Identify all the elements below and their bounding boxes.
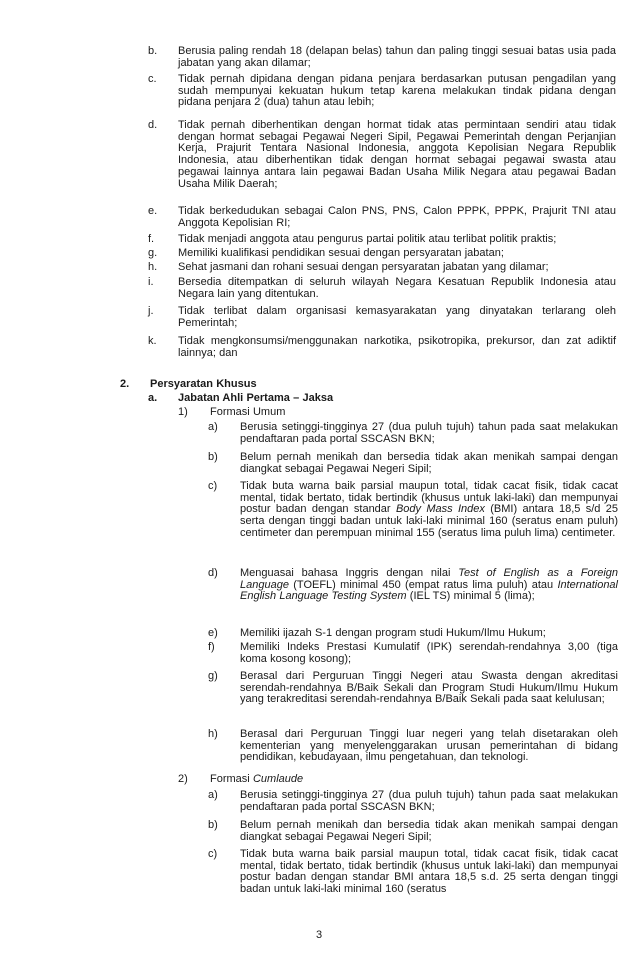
list-item	[148, 262, 618, 274]
subsection-label: a.	[148, 392, 158, 404]
text-segment: Tidak buta warna baik parsial maupun total, tidak cacat fisik, tidak cacat mental, tidak bertato, tidak bertindik (khusus untuk laki-laki) dan mempunyai postur badan dengan standar	[240, 480, 618, 516]
list-item-text: Berusia paling rendah 18 (delapan belas) tahun dan paling tinggi sesuai batas usia pada jabatan yang akan dilamar;	[178, 45, 616, 69]
list-item-label: e.	[148, 205, 158, 217]
requirement-label: b)	[208, 819, 218, 831]
list-item-label: f.	[148, 233, 155, 245]
requirement-label: c)	[208, 848, 218, 860]
section-heading	[120, 379, 420, 391]
requirement-label: e)	[208, 627, 218, 639]
list-item-label: i.	[148, 276, 154, 288]
formasi-heading	[178, 774, 478, 786]
list-item	[148, 277, 618, 300]
list-item-label: g.	[148, 247, 158, 259]
list-item-text: Tidak pernah diberhentikan dengan hormat tidak atas permintaan sendiri atau tidak dengan hormat sebagai Pegawai Negeri Sipil, Pegawai Pemerintah dengan Perjanjian Kerja, Prajurit Tentara Nasional Indonesia, anggota Kepolisian Negara Republik Indonesia, atau diberhentikan tidak dengan hormat sebagai pegawai swasta atau pegawai lainnya antara lain pegawai Badan Usaha Milik Negara atau pegawai Badan Usaha Milik Daerah;	[178, 119, 616, 190]
requirement-label: d)	[208, 567, 218, 579]
requirement-item	[208, 642, 618, 665]
requirement-text: Belum pernah menikah dan bersedia tidak akan menikah sampai dengan diangkat sebagai Pegawai Negeri Sipil;	[240, 451, 618, 475]
requirement-item	[208, 849, 618, 896]
requirement-item	[208, 628, 618, 640]
formasi-heading	[178, 407, 478, 419]
formasi-title	[210, 774, 303, 786]
requirement-item	[208, 729, 618, 764]
requirement-text: Berusia setinggi-tingginya 27 (dua puluh tujuh) tahun pada saat melakukan pendaftaran pada portal SSCASN BKN;	[240, 789, 618, 813]
requirement-item	[208, 568, 618, 603]
text-segment: Formasi	[210, 773, 253, 785]
text-segment: Menguasai bahasa Inggris dengan nilai	[240, 567, 459, 579]
requirement-item	[208, 671, 618, 706]
requirement-text: Berusia setinggi-tingginya 27 (dua puluh tujuh) tahun pada saat melakukan pendaftaran pada portal SSCASN BKN;	[240, 421, 618, 445]
section-title: Persyaratan Khusus	[150, 378, 257, 390]
requirement-item	[208, 820, 618, 843]
list-item	[148, 248, 618, 260]
list-item-label: k.	[148, 335, 157, 347]
text-segment-italic: Body Mass Index	[395, 503, 485, 516]
text-segment: (IEL TS) minimal 5 (lima);	[406, 590, 535, 603]
subsection-heading	[148, 393, 448, 405]
requirement-label: b)	[208, 451, 218, 463]
list-item	[148, 74, 618, 109]
list-item	[148, 206, 618, 229]
section-number: 2.	[120, 378, 130, 390]
text-segment-italic: Cumlaude	[252, 773, 304, 785]
list-item-label: d.	[148, 119, 158, 131]
requirement-item	[208, 790, 618, 813]
requirement-label: g)	[208, 670, 218, 682]
formasi-label: 1)	[178, 406, 188, 418]
text-segment: (BMI) antara 18,5 s/d 25 serta dengan tinggi badan untuk laki-laki minimal 160 (seratus enam puluh) centimeter dan perempuan minimal 155 (seratus lima puluh lima) centimeter.	[240, 503, 618, 539]
list-item-text: Tidak pernah dipidana dengan pidana penjara berdasarkan putusan pengadilan yang sudah mempunyai kekuatan hukum tetap karena melakukan tindak pidana dengan pidana penjara 2 (dua) tahun atau lebih;	[178, 73, 616, 109]
requirement-item	[208, 452, 618, 475]
list-item-text: Bersedia ditempatkan di seluruh wilayah Negara Kesatuan Republik Indonesia atau Negara lain yang ditentukan.	[178, 276, 616, 300]
list-item-label: c.	[148, 73, 157, 85]
text-segment-italic: International English Language Testing System	[240, 578, 618, 603]
list-item-text: Memiliki kualifikasi pendidikan sesuai dengan persyaratan jabatan;	[178, 247, 504, 259]
list-item-text: Tidak terlibat dalam organisasi kemasyarakatan yang dinyatakan terlarang oleh Pemerintah;	[178, 305, 616, 329]
requirement-text	[240, 481, 618, 540]
list-item	[148, 306, 618, 329]
list-item	[148, 46, 618, 69]
text-segment-italic: Test of English as a Foreign Language	[240, 567, 618, 591]
requirement-item	[208, 422, 618, 445]
requirement-item	[208, 481, 618, 540]
requirement-text: Berasal dari Perguruan Tinggi luar negeri yang telah disetarakan oleh kementerian yang menyelenggarakan urusan pemerintahan di bidang pendidikan, kebudayaan, ilmu pengetahuan, dan teknologi.	[240, 728, 618, 764]
requirement-label: c)	[208, 480, 218, 492]
list-item-text: Tidak mengkonsumsi/menggunakan narkotika, psikotropika, prekursor, dan zat adiktif lainnya; dan	[178, 335, 616, 359]
list-item-label: j.	[148, 305, 154, 317]
requirement-label: a)	[208, 421, 218, 433]
requirement-label: f)	[208, 641, 215, 653]
list-item	[148, 234, 618, 246]
requirement-text	[240, 568, 618, 603]
list-item-text: Sehat jasmani dan rohani sesuai dengan persyaratan jabatan yang dilamar;	[178, 261, 549, 273]
requirement-label: h)	[208, 728, 218, 740]
requirement-text: Memiliki Indeks Prestasi Kumulatif (IPK) serendah-rendahnya 3,00 (tiga koma kosong kosong);	[240, 641, 618, 665]
formasi-label: 2)	[178, 773, 188, 785]
text-segment: (TOEFL) minimal 450 (empat ratus lima puluh) atau	[288, 578, 558, 591]
list-item-text: Tidak berkedudukan sebagai Calon PNS, PNS, Calon PPPK, PPPK, Prajurit TNI atau Anggota Kepolisian RI;	[178, 205, 616, 229]
list-item-label: b.	[148, 45, 158, 57]
list-item-text: Tidak menjadi anggota atau pengurus partai politik atau terlibat politik praktis;	[178, 233, 557, 245]
page-number: 3	[315, 929, 323, 941]
formasi-title: Formasi Umum	[210, 406, 286, 418]
subsection-title: Jabatan Ahli Pertama – Jaksa	[178, 392, 334, 404]
list-item-label: h.	[148, 261, 158, 273]
requirement-text: Tidak buta warna baik parsial maupun total, tidak cacat fisik, tidak cacat mental, tidak bertato, tidak bertindik (khusus untuk laki-laki) dan mempunyai postur badan dengan standar BMI antara 18,5 s.d. 25 serta dengan tinggi badan untuk laki-laki minimal 160 (seratus	[240, 848, 618, 896]
requirement-text: Berasal dari Perguruan Tinggi Negeri atau Swasta dengan akreditasi serendah-rendahnya B/Baik Sekali dan Program Studi Hukum/Ilmu Hukum yang terakreditasi serendah-rendahnya B/Baik Sekali pada saat kelulusan;	[240, 670, 618, 706]
requirement-text: Belum pernah menikah dan bersedia tidak akan menikah sampai dengan diangkat sebagai Pegawai Negeri Sipil;	[240, 819, 618, 843]
requirement-text: Memiliki ijazah S-1 dengan program studi Hukum/Ilmu Hukum;	[240, 627, 546, 639]
list-item	[148, 336, 618, 359]
requirement-label: a)	[208, 789, 218, 801]
list-item	[148, 120, 618, 190]
